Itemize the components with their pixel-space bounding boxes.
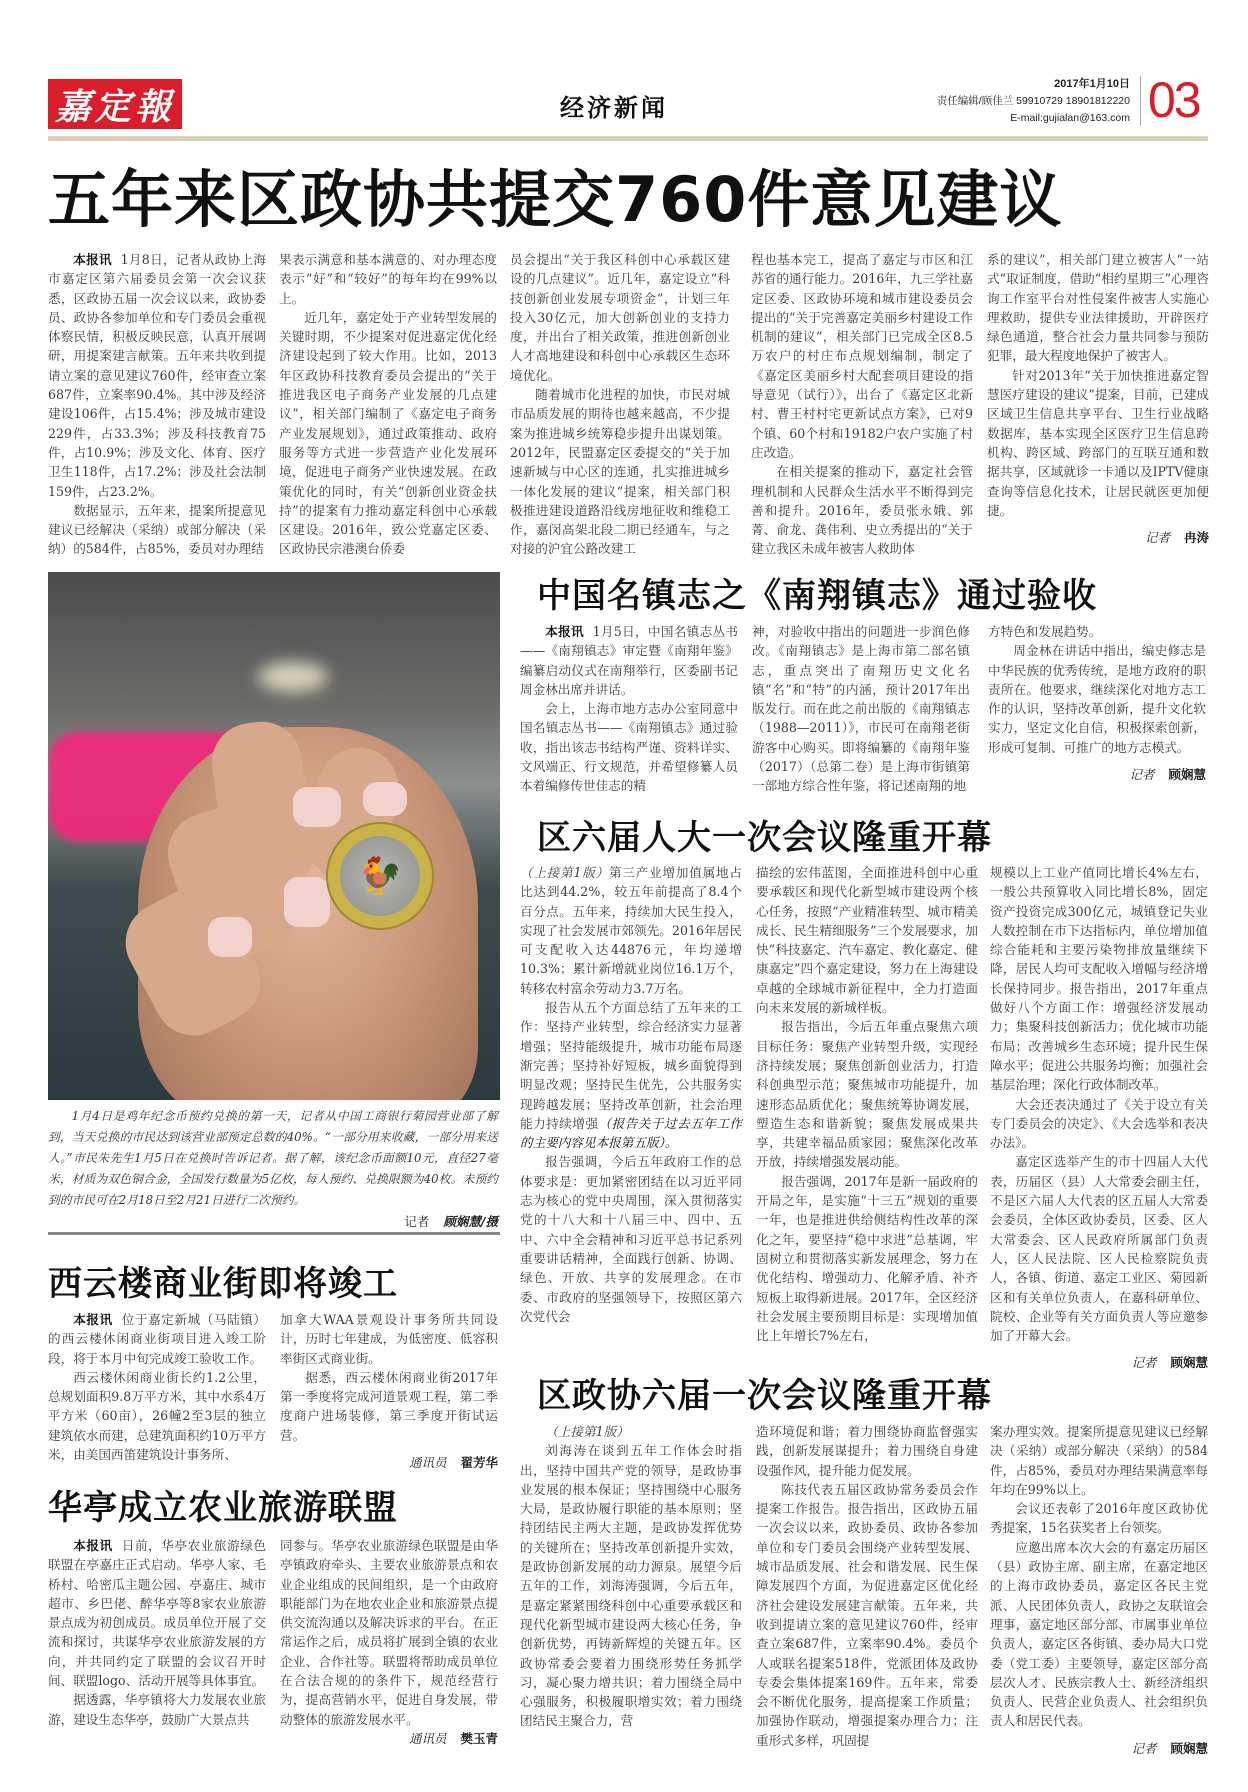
nanxiang-column-3: 方特色和发展趋势。 周金林在讲话中指出，编史修志是中华民族的优秀传统，是地方政府的职责所在。他要求，继续深化对地方志工作的认识，坚持改革创新，提升文化软实力，坚定文化自信，积极探索创新，形成可复制、可推广的地方志模式。 记者 顾娴慧 — [988, 622, 1206, 784]
lead-column-3: 员会提出“关于我区科创中心承载区建设的几点建议”。近几年，嘉定设立“科技创新创业发展专项资金”，计划三年投入30亿元，加大创新创业的支持力度，并出台了相关政策，推进创新创业人才高地建设和科创中心承载区生态环境优化。 随着城市化进程的加快，市民对城市品质发展的期待也越来越高，不少提案为推进城乡统筹稳步提升出谋划策。2012年，民盟嘉定区委提交的“关于加速新城与中心区的连通，扎实推进城乡一体化发展的建议”提案，相关部门积极推进建设道路沿线房地征收和维稳工作，嘉闵高架北段二期已经通车，与之对接的沪宜公路改建工 — [510, 252, 730, 557]
nanxiang-headline: 中国名镇志之《南翔镇志》通过验收 — [537, 576, 1097, 616]
huating-column-2: 同参与。华亭农业旅游绿色联盟是由华亭镇政府牵头、主要农业旅游景点和农业企业组成的民间组织，是一个由政府职能部门为在地农业企业和旅游景点提供交流沟通以及解决诉求的平台。在正常运作之后，成员将扩展到全镇的农业企业、合作社等。联盟将帮助成员单位在合法合规的的条件下，规范经营行为，提高营销水平，促进自身发展，带动整体的旅游发展水平。 通讯员 樊玉青 — [280, 1536, 498, 1748]
lead-column-4: 程也基本完工，提高了嘉定与市区和江苏省的通行能力。2016年，九三学社嘉定区委、区政协环境和城市建设委员会提出的“关于完善嘉定美丽乡村建设工作机制的建议”，相关部门已完成全区8.5万农户的村庄布点规划编制，制定了《嘉定区美丽乡村大配套项目建设的指导意见（试行）》，出台了《嘉定区北新村、曹王村村宅更新试点方案》，已对9个镇、60个村和19182户农户实施了村庄改造。 在相关提案的推动下，嘉定社会管理机制和人民群众生活水平不断得到完善和提升。2016年，委员张永娥、郭菁、俞龙、龚伟利、史立秀提出的“关于建立我区未成年被害人救助体 — [751, 252, 973, 557]
header-rule — [48, 136, 1208, 141]
commemorative-coin — [326, 822, 434, 930]
cppcc-column-2: 造环境促和谐；着力围绕协商监督强实践，创新发展谋提升；着力围绕自身建设强作风，提升能力促发展。 陈技代表五届区政协常务委员会作提案工作报告。报告指出，区政协五届一次会议以来，政协委员、政协各参加单位和专门委员会围绕产业转型发展、城市品质发展、社会和谐发展、民生保障发展四个方面，为促进嘉定区优化经济社会建设发展建言献策。五年来，共收到提请立案的意见建议760件，经审查立案687件，立案率90.4%。委员个人或联名提案518件，党派团体及政协专委会集体提案169件。五年来，常委会不断优化服务，提高提案工作质量；加强协作联动，增强提案办理合力；注重形式多样，巩固提 — [756, 1424, 978, 1748]
header-divider — [1140, 76, 1141, 126]
section-rule — [48, 1232, 500, 1235]
section-title: 经济新闻 — [560, 94, 668, 122]
npc-column-1: （上接第1版）第三产业增加值属地占比达到44.2%，较五年前提高了8.4个百分点。五年来，持续加大民生投入，实现了社会发展市郊领先。2016年居民可支配收入达44876元，年均递增10.3%；累计新增就业岗位16.1万个，转移农村富余劳动力3.7万名。 报告从五个方面总结了五年来的工作：坚持产业转型，综合经济实力显著增强；坚持能级提升，城市功能布局逐渐完善；坚持补好短板，城乡面貌得到明显改观；坚持民生优先，公共服务实现跨越发展；坚持改革创新，社会治理能力持续增强（报告关于过去五年工作的主要内容见本报第五版）。 报告强调，今后五年政府工作的总体要求是：更加紧密团结在以习近平同志为核心的党中央周围，深入贯彻落实党的十八大和十八届三中、四中、五中、六中全会精神和习近平总书记系列重要讲话精神，全面践行创新、协调、绿色、开放、共享的发展理念。在市委、市政府的坚强领导下，按照区第六次党代会 — [520, 865, 743, 1324]
cppcc-headline: 区政协六届一次会议隆重开幕 — [537, 1376, 992, 1416]
issue-date: 2017年1月10日 — [1054, 78, 1130, 90]
byline: 通讯员 翟芳华 — [408, 1455, 498, 1471]
npc-column-3: 规模以上工业产值同比增长4%左右，一般公共预算收入同比增长8%，固定资产投资完成300亿元，城镇登记失业人数控制在市下达指标内，单位增加值综合能耗和主要污染物排放量继续下降，居民人均可支配收入增幅与经济增长保持同步。报告指出，2017年重点做好八个方面工作：增强经济发展动力；集聚科技创新活力；优化城市功能布局；改善城乡生态环境；提升民生保障水平；促进公共服务均衡；加强社会基层治理；深化行政体制改革。 大会还表决通过了《关于设立有关专门委员会的决定》、《大会选举和表决办法》。 嘉定区选举产生的市十四届人大代表，历届区（县）人大常委会副主任，不是区六届人大代表的区五届人大常委会委员，全体区政协委员，区委、区人大常委会、区人民政府所属部门负责人，区人民法院、区人民检察院负责人，各镇、街道、嘉定工业区、菊园新区和有关单位负责人，在嘉科研单位、院校、企业等有关方面负责人等应邀参加了开幕大会。 记者 顾娴慧 — [990, 863, 1208, 1373]
photo-byline: 记者 顾娴慧/摄 — [404, 1214, 498, 1229]
nanxiang-column-1: 本报讯 1月5日，中国名镇志丛书——《南翔镇志》审定暨《南翔年鉴》编纂启动仪式在南翔举行，区委副书记周金林出席并讲话。 会上，上海市地方志办公室同意中国名镇志丛书——《南翔镇志》通过验收，指出该志书结构严谨、资料详实、文风端正、行文规范，并希望修纂人员本着编修传世佳志的精 — [520, 624, 738, 794]
cppcc-column-1: （上接第1版） 刘海涛在谈到五年工作体会时指出，坚持中国共产党的领导，是政协事业发展的根本保证；坚持围绕中心服务大局，是政协履行职能的基本原则；坚持团结民主两大主题，是政协发挥优势的关键所在；坚持改革创新提升实效，是政协创新发展的动力源泉。展望今后五年的工作，刘海涛强调，今后五年，是嘉定紧紧围绕科创中心重要承载区和现代化新型城市建设两大核心任务，争创新优势，再铸新辉煌的关键五年。区政协常委会要着力围绕形势任务抓学习，凝心聚力增共识；着力围绕全局中心强服务，积极履职增实效；着力围绕团结民主聚合力，营 — [520, 1424, 742, 1729]
byline: 记者 顾娴慧 — [1129, 767, 1206, 783]
header-info — [937, 76, 1130, 127]
nanxiang-column-2: 神，对验收中指出的问题进一步润色修改。《南翔镇志》是上海市第二部名镇志，重点突出了南翔历史文化名镇“名”和“特”的内涵，预计2017年出版发行。而在此之前出版的《南翔镇志（1988—2011）》，市民可在南翔老街游客中心购买。即将编纂的《南翔年鉴（2017）（总第二卷）是上海市街镇第一部地方综合性年鉴，将记述南翔的地 — [752, 624, 970, 794]
byline: 记者 顾娴慧 — [1131, 1355, 1208, 1371]
page-number: 03 — [1148, 72, 1200, 128]
newspaper-logo: 嘉定報 — [48, 79, 182, 129]
xiyunlou-column-2: 加拿大WAA景观设计事务所共同设计，历时七年建成，为低密度、低容积率街区式商业街。 据悉，西云楼休闲商业街2017年第一季度将完成河道景观工程，第二季度商户进场装修，第三季度开街试运营。 通讯员 翟芳华 — [280, 1310, 498, 1472]
dateline-tag: 本报讯 — [73, 252, 112, 267]
lead-headline: 五年来区政协共提交760件意见建议 — [48, 163, 1063, 236]
npc-column-2: 描绘的宏伟蓝图，全面推进科创中心重要承载区和现代化新型城市建设两个核心任务，按照“产业精准转型、城市精美成长、民生精细服务”三个发展要求，加快“科技嘉定、汽车嘉定、教化嘉定、健康嘉定”四个嘉定建设，努力在上海建设卓越的全球城市新征程中，全力打造面向未来发展的新城样板。 报告指出，今后五年重点聚焦六项目标任务：聚焦产业转型升级，实现经济持续发展；聚焦创新创业活力，打造科创典型示范；聚焦城市功能提升，加速形态品质优化；聚焦统筹协调发展，塑造生态和谐新貌；聚焦发展成果共享，共建幸福品质家园；聚焦深化改革开放，持续增强发展动能。 报告强调，2017年是新一届政府的开局之年，是实施“十三五”规划的重要一年，也是推进供给侧结构性改革的深化之年，要坚持“稳中求进”总基调，牢固树立和贯彻落实新发展理念，努力在优化结构、增强动力、化解矛盾、补齐短板上取得新进展。2017年，全区经济社会发展主要预期目标是：实现增加值比上年增长7%左右， — [756, 865, 978, 1344]
editor-email: E-mail:gujialan@163.com — [1010, 112, 1130, 124]
lead-column-1: 本报讯 1月8日，记者从政协上海市嘉定区第六届委员会第一次会议获悉，区政协五届一次会议以来，政协委员、政协各参加单位和专门委员会重视体察民情，积极反映民意，认真开展调研，用提案建言献策。五年来共收到提请立案的意见建议760件，经审查立案687件，立案率90.4%。其中涉及经济建设106件，占15.4%；涉及城市建设229件，占33.3%；涉及科技教育75件，占10.9%；涉及文化、体育、医疗卫生118件，占17.2%；涉及社会法制159件，占23.2%。 数据显示，五年来，提案所提意见建议已经解决（采纳）或部分解决（采纳）的584件，占85%，委员对办理结 — [48, 252, 266, 557]
byline: 记者 顾娴慧 — [1131, 1740, 1208, 1756]
huating-headline: 华亭成立农业旅游联盟 — [48, 1488, 398, 1528]
byline: 记者 冉涛 — [1144, 530, 1209, 546]
cppcc-column-3: 案办理实效。提案所提意见建议已经解决（采纳）或部分解决（采纳）的584件，占85%，委员对办理结果满意率每年均在99%以上。 会议还表彰了2016年度区政协优秀提案，15名获奖者上台领奖。 应邀出席本次大会的有嘉定历届区（县）政协主席、副主席，在嘉定地区的上海市政协委员，嘉定区各民主党派、人民团体负责人，政协之友联谊会理事，嘉定地区部分部、市属事业单位负责人，嘉定区各街镇、委办局大口党委（党工委）主要领导，嘉定区部分高层次人才、民族宗教人士、新经济组织负责人、民营企业负责人、社会组织负责人和居民代表。 记者 顾娴慧 — [990, 1422, 1208, 1758]
rooster-icon: 🐓 — [340, 836, 420, 916]
npc-headline: 区六届人大一次会议隆重开幕 — [537, 818, 992, 858]
coin-photo — [48, 572, 500, 1100]
photo-caption: 1月4日是鸡年纪念币预约兑换的第一天，记者从中国工商银行菊园营业部了解到，当天兑换的市民达到该营业部预定总数的40%。“一部分用来收藏，一部分用来送人。”市民朱先生1月5日在兑换时告诉记者。据了解，该纪念币面额10元，直径27毫米，材质为双色铜合金，全国发行数量为5亿枚，每人预约、兑换限额为40枚。未预约到的市民可在2月18日至2月21日进行二次预约。 记者 顾娴慧/摄 — [48, 1106, 498, 1232]
xiyunlou-headline: 西云楼商业街即将竣工 — [48, 1264, 398, 1304]
huating-column-1: 本报讯 日前，华亭农业旅游绿色联盟在亭嘉庄正式启动。华亭人家、毛桥村、哈密瓜主题公园、亭嘉庄、城市超市、乡巴佬、醉华亭等8家农业旅游景点成为初创成员。成员单位开展了交流和探讨，共谋华亭农业旅游发展的方向，并共同约定了联盟的会议召开时间、联盟logo、活动开展等具体事宜。 据透露，华亭镇将大力发展农业旅游，建设生态华亭，鼓励广大景点共 — [48, 1538, 267, 1727]
xiyunlou-column-1: 本报讯 位于嘉定新城（马陆镇）的西云楼休闲商业街项目进入竣工阶段，将于本月中旬完成竣工验收工作。 西云楼休闲商业街长约1.2公里，总规划面积9.8万平方米，其中水系4万平方米（60亩），26幢2至3层的独立建筑依水而建，总建筑面积约10万平方米，由美国西笛建筑设计事务所、 — [48, 1312, 267, 1463]
editor-info: 责任编辑/顾佳兰 59910729 18901812220 — [936, 95, 1130, 107]
background-light — [258, 662, 328, 692]
lead-column-2: 果表示满意和基本满意的、对办理态度表示“好”和“较好”的每年均在99%以上。 近几年，嘉定处于产业转型发展的关键时期，不少提案对促进嘉定优化经济建设起到了较大作用。比如，2013年区政协科技教育委员会提出的“关于推进我区电子商务产业发展的几点建议”，相关部门编制了《嘉定电子商务产业发展规划》，通过政策推动、政府服务等方式进一步营造产业化发展环境，促进电子商务产业快速发展。在政策优化的同时，有关“创新创业资金扶持”的提案有力推动嘉定科创中心承载区建设。2016年，致公党嘉定区委、区政协民宗港澳台侨委 — [279, 252, 497, 557]
lead-column-5: 系的建议”，相关部门建立被害人“一站式”取证制度，借助“相约星期三”心理咨询工作室平台对性侵案件被害人实施心理救助，提供专业法律援助，开辟医疗绿色通道，整合社会力量共同参与预防犯罪，最大程度地保护了被害人。 针对2013年“关于加快推进嘉定智慧医疗建设的建议”提案，目前，已建成区域卫生信息共享平台、卫生行业战略数据库，基本实现全区医疗卫生信息跨机构、跨区域、跨部门的互联互通和数据共享，区域就诊一卡通以及IPTV健康查询等信息化技术，让居民就医更加便捷。 记者 冉涛 — [987, 250, 1209, 547]
byline: 通讯员 樊玉青 — [408, 1730, 498, 1746]
